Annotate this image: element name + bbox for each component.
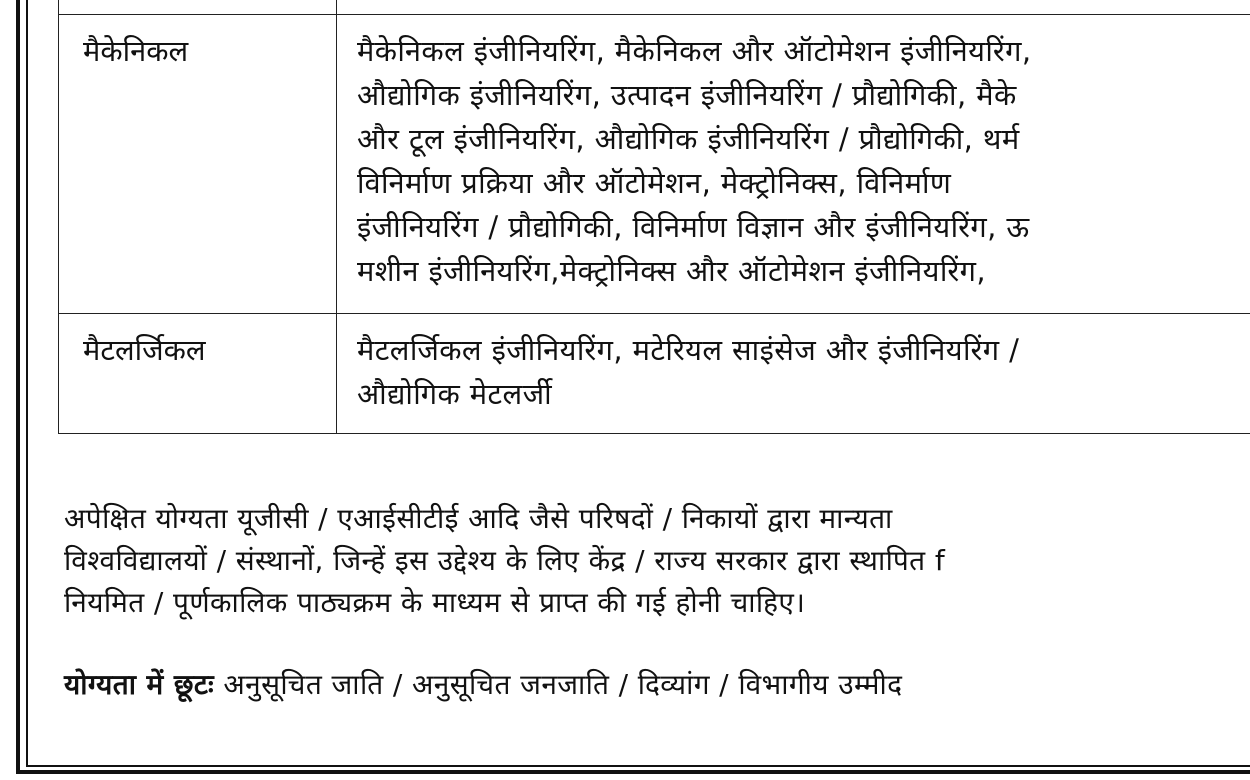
discipline-line: और टूल इंजीनियरिंग, औद्योगिक इंजीनियरिंग / प्रौद्योगिकी, थर्म [357,122,1020,156]
table-row-metallurgical [59,313,1250,433]
paragraph-line: अपेक्षित योग्यता यूजीसी / एआईसीटीई आदि जैसे परिषदों / निकायों द्वारा मान्यता [64,502,893,535]
discipline-line: औद्योगिक मेटलर्जी [357,377,553,411]
discipline-line: मशीन इंजीनियरिंग,मेक्ट्रोनिक्स और ऑटोमेशन इंजीनियरिंग, [357,254,986,288]
discipline-line: औद्योगिक इंजीनियरिंग, उत्पादन इंजीनियरिंग / प्रौद्योगिकी, मैके [357,78,1017,112]
table-row [59,0,1250,14]
paragraph-line: विश्वविद्यालयों / संस्थानों, जिन्हें इस उद्देश्य के लिए केंद्र / राज्य सरकार द्वारा स्थापित f [64,544,946,577]
table-cell [59,0,337,14]
discipline-line: मैटलर्जिकल इंजीनियरिंग, मटेरियल साइंसेज और इंजीनियरिंग / [357,333,1020,367]
branch-table [58,0,1250,434]
relaxation-text: अनुसूचित जाति / अनुसूचित जनजाति / दिव्यांग / विभागीय उम्मीद [214,668,903,701]
relaxation-label: योग्यता में छूटः [64,668,215,701]
qualification-paragraph [64,498,1250,624]
disciplines-cell [337,314,1250,433]
branch-name: मैटलर्जिकल [59,314,337,433]
discipline-line: विनिर्माण प्रक्रिया और ऑटोमेशन, मेक्ट्रोनिक्स, विनिर्माण [357,166,952,200]
discipline-line: इंजीनियरिंग / प्रौद्योगिकी, विनिर्माण विज्ञान और इंजीनियरिंग, ऊ [357,210,1030,244]
table-row-mechanical [59,14,1250,313]
discipline-line: मैकेनिकल इंजीनियरिंग, मैकेनिकल और ऑटोमेशन इंजीनियरिंग, [357,34,1032,68]
disciplines-cell [337,15,1250,313]
relaxation-paragraph [64,664,1250,706]
branch-name: मैकेनिकल [59,15,337,313]
paragraph-line: नियमित / पूर्णकालिक पाठ्यक्रम के माध्यम से प्राप्त की गई होनी चाहिए। [64,586,806,619]
table-cell [337,0,1250,14]
